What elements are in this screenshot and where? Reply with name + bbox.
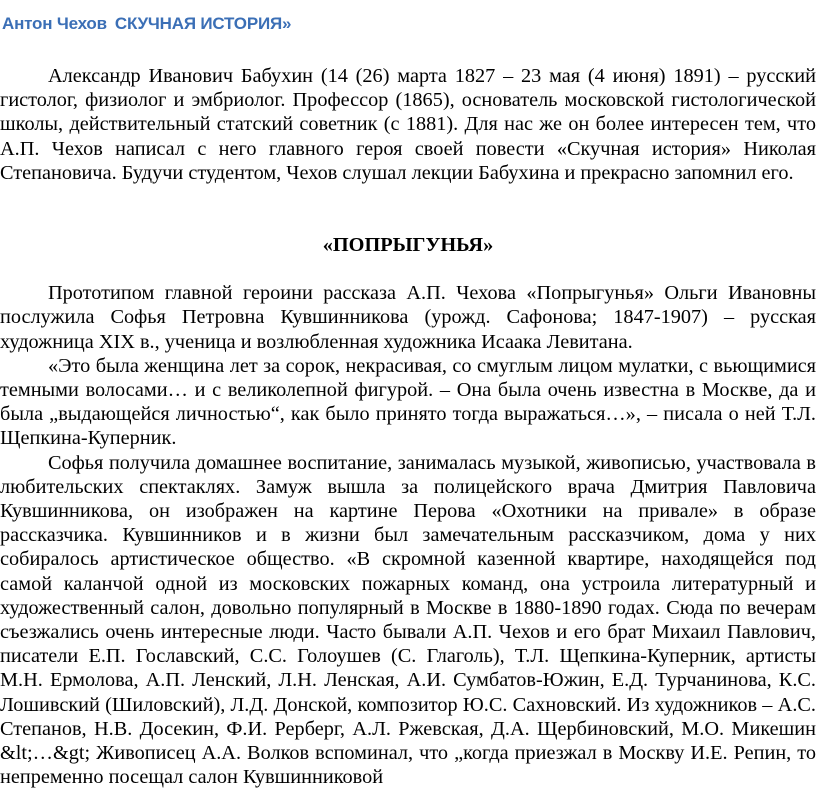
document-body	[0, 64, 816, 789]
section-title-poprygunya: «ПОПРЫГУНЬЯ»	[322, 234, 494, 257]
paragraph-prototype: Прототипом главной героини рассказа А.П. Чехова «Попрыгунья» Ольги Ивановны послужила Софья Петровна Кувшинникова (урожд. Сафонова; 1847-1907) – русская художница XIX в., ученица и возлюбленная художника Исаака Левитана.	[0, 282, 816, 353]
document-heading	[2, 14, 291, 34]
paragraph-babukhin: Александр Иванович Бабухин (14 (26) марта 1827 – 23 мая (4 июня) 1891) – русский гистолог, физиолог и эмбриолог. Профессор (1865), основатель московской гистологической школы, действительный статский советник (с 1881). Для нас же он более интересен тем, что А.П. Чехов написал с него главного героя своей повести «Скучная история» Николая Степановича. Будучи студентом, Чехов слушал лекции Бабухина и прекрасно запомнил его.	[0, 65, 816, 184]
heading-author: Антон Чехов	[2, 14, 107, 33]
heading-work-title: СКУЧНАЯ ИСТОРИЯ»	[114, 14, 292, 33]
paragraph-quote: «Это была женщина лет за сорок, некрасивая, со смуглым лицом мулатки, с вьющимися темными волосами… и с великолепной фигурой. – Она была очень известна в Москве, да и была „выдающейся личностью“, как было принято тогда выражаться…», – писала о ней Т.Л. Щепкина-Куперник.	[0, 354, 816, 450]
paragraph-salon: Софья получила домашнее воспитание, занималась музыкой, живописью, участвовала в любительских спектаклях. Замуж вышла за полицейского врача Дмитрия Павловича Кувшинникова, он изображен на картине Перова «Охотники на привале» в образе рассказчика. Кувшинников и в жизни был замечательным рассказчиком, дома у них собиралось артистическое общество. «В скромной казенной квартире, находящейся под самой каланчой одной из московских пожарных команд, она устроила литературный и художественный салон, довольно популярный в Москве в 1880-1890 годах. Сюда по вечерам съезжались очень интересные люди. Часто бывали А.П. Чехов и его брат Михаил Павлович, писатели Е.П. Гославский, С.С. Голоушев (С. Глаголь), Т.Л. Щепкина-Куперник, артисты М.Н. Ермолова, А.П. Ленский, Л.Н. Ленская, А.И. Сумбатов-Южин, Е.Д. Турчанинова, К.С. Лошивский (Шиловский), Л.Д. Донской, композитор Ю.С. Сахновский. Из художников – А.С. Степанов, Н.В. Досекин, Ф.И. Рерберг, А.Л. Ржевская, Д.А. Щербиновский, М.О. Микешин &lt;…&gt; Живописец А.А. Волков вспоминал, что „когда приезжал в Москву И.Е. Репин, то непременно посещал салон Кувшинниковой	[0, 451, 816, 789]
